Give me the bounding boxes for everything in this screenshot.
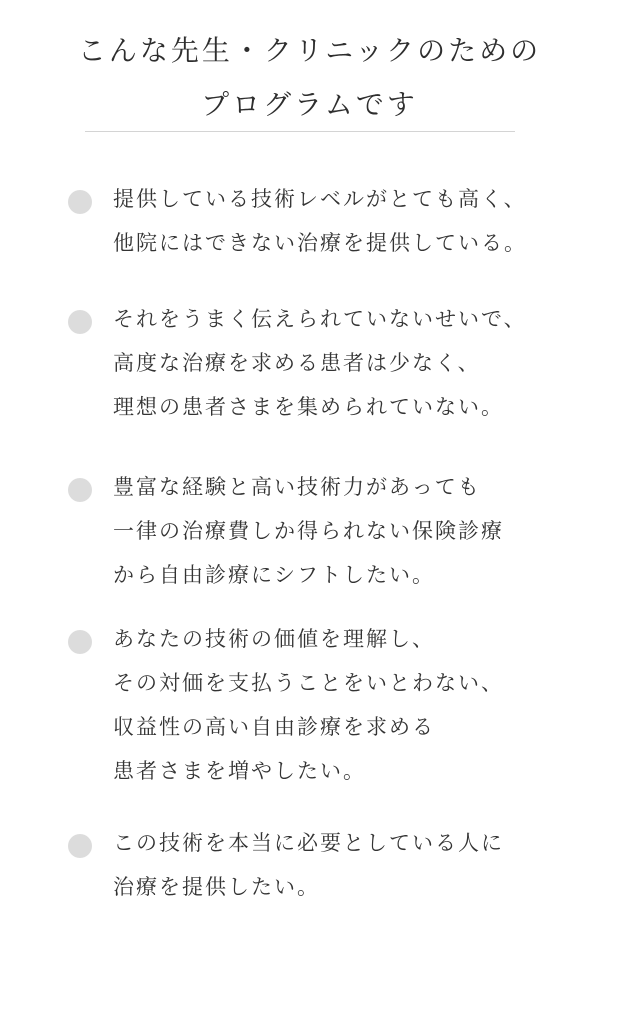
bullet-circle-icon bbox=[68, 310, 92, 334]
list-item-text bbox=[113, 297, 527, 429]
page-heading bbox=[0, 24, 619, 132]
list-item-line: あなたの技術の価値を理解し、 bbox=[113, 627, 435, 651]
list-item-line: 豊富な経験と高い技術力があっても bbox=[113, 475, 481, 499]
list-item-line: 一律の治療費しか得られない保険診療 bbox=[113, 519, 504, 543]
list-item-line: 理想の患者さまを集められていない。 bbox=[113, 395, 504, 419]
list-item-line: それをうまく伝えられていないせいで、 bbox=[113, 307, 527, 331]
bullet-circle-icon bbox=[68, 834, 92, 858]
bullet-circle-icon bbox=[68, 190, 92, 214]
list-item-line: その対価を支払うことをいとわない、 bbox=[113, 671, 504, 695]
list-item-line: 患者さまを増やしたい。 bbox=[113, 759, 366, 783]
bullet-circle-icon bbox=[68, 478, 92, 502]
list-item-line: この技術を本当に必要としている人に bbox=[113, 831, 504, 855]
list-item-line: 提供している技術レベルがとても高く、 bbox=[113, 187, 527, 211]
heading-divider bbox=[85, 131, 515, 132]
list-item-line: 他院にはできない治療を提供している。 bbox=[113, 231, 527, 255]
heading-line-1: こんな先生・クリニックのための bbox=[77, 34, 542, 67]
list-item-line: 収益性の高い自由診療を求める bbox=[113, 715, 435, 739]
bullet-circle-icon bbox=[68, 630, 92, 654]
list-item-line: 治療を提供したい。 bbox=[113, 875, 320, 899]
list-item-text bbox=[113, 465, 504, 597]
heading-line-2: プログラムです bbox=[201, 88, 418, 121]
list-item-text bbox=[113, 617, 504, 793]
list-item-line: 高度な治療を求める患者は少なく、 bbox=[113, 351, 481, 375]
list-item-text bbox=[113, 177, 527, 265]
list-item-line: から自由診療にシフトしたい。 bbox=[113, 563, 435, 587]
list-item-text bbox=[113, 821, 504, 909]
